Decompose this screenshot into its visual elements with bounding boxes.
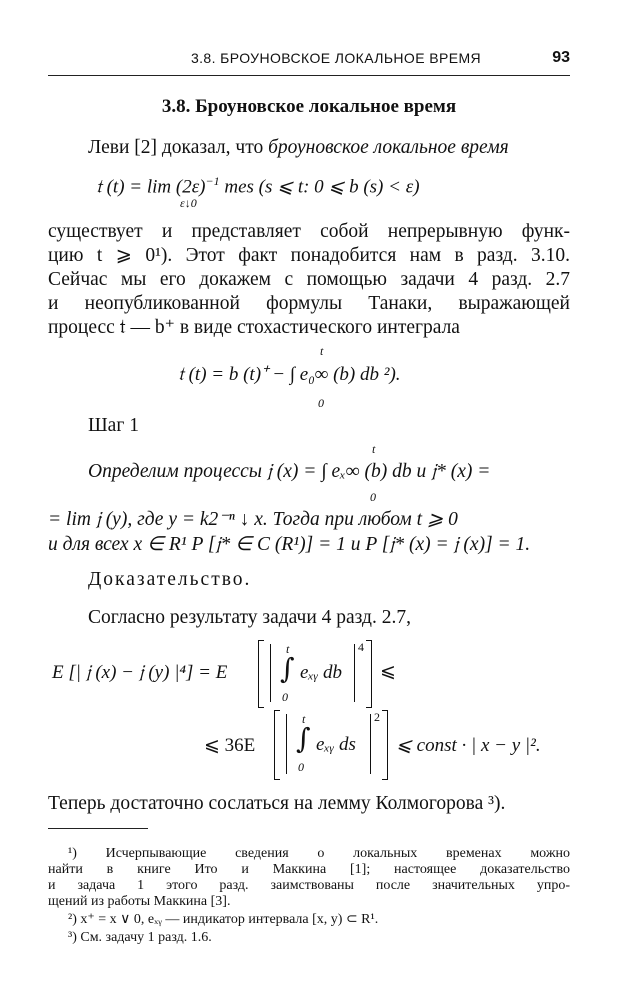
formula1-lhs: 𝔱 (t) = lim (2ε): [96, 176, 206, 198]
formula3-right-bar: [354, 644, 355, 702]
formula1-rhs: mes (s ⩽ t: 0 ⩽ b (s) < ε): [224, 176, 420, 198]
footnote-1-line-1: ¹) Исчерпывающие сведения о локальных временах можно: [68, 846, 570, 861]
paragraph1-line-5: процесс 𝔱 — b⁺ в виде стохастического интеграла: [48, 317, 460, 338]
formula3-integral-sign: ∫: [280, 652, 295, 685]
paragraph1-line-2: цию t ⩾ 0¹). Этот факт понадобится нам в разд. 3.10.: [48, 245, 570, 266]
formula2-lower-limit: 0: [318, 396, 324, 410]
conclusion-line: Теперь достаточно сослаться на лемму Колмогорова ³).: [48, 793, 506, 814]
formula4-lhs: ⩽ 36E: [204, 735, 256, 756]
section-title: 3.8. Броуновское локальное время: [161, 96, 457, 117]
footnote-1-line-4: щений из работы Маккина [3].: [48, 894, 231, 909]
footnote-rule: [48, 828, 148, 829]
formula3-power: 4: [358, 640, 364, 654]
step-heading: Шаг 1: [88, 415, 139, 436]
formula3-left-bar: [270, 644, 271, 702]
formula4-left-bracket: [274, 710, 280, 780]
paragraph1-line-4: и неопубликованной формулы Танаки, выражающей: [48, 293, 570, 314]
proof-label: Доказательство.: [88, 569, 252, 590]
intro-line: [88, 136, 570, 160]
page-number: 93: [552, 49, 570, 66]
paragraph1-line-3: Сейчас мы его докажем с помощью задачи 4 разд. 2.7: [48, 269, 570, 290]
definition-lower-limit: 0: [370, 490, 376, 504]
formula1-limit-subscript: ε↓0: [180, 196, 197, 210]
proof-text: Согласно результату задачи 4 разд. 2.7,: [88, 607, 411, 628]
formula3-left-bracket: [258, 640, 264, 708]
intro-term: броуновское локальное время: [268, 137, 509, 158]
footnote-3: ³) См. задачу 1 разд. 1.6.: [68, 930, 212, 945]
formula3-lhs: E [| 𝔧 (x) − 𝔧 (y) |⁴] = E: [52, 662, 228, 683]
formula3-integrand: eₓᵧ db: [300, 662, 342, 683]
paragraph1-line-1: существует и представляет собой непрерывную функ-: [48, 221, 570, 242]
formula4-upper-limit: t: [302, 712, 306, 726]
formula3-lower-limit: 0: [282, 690, 288, 704]
formula3-upper-limit: t: [286, 642, 290, 656]
footnote-1-line-2: найти в книге Ито и Маккина [1]; настоящее доказательство: [48, 862, 570, 877]
formula4-lower-limit: 0: [298, 760, 304, 774]
formula4-integral-sign: ∫: [296, 722, 311, 755]
formula3-right-bracket: [366, 640, 372, 708]
formula4-rhs: ⩽ const · | x − y |².: [396, 735, 541, 756]
definition-line-2: = lim 𝔧 (y), где y = k2⁻ⁿ ↓ x. Тогда при любом t ⩾ 0: [48, 509, 458, 530]
formula4-right-bar: [370, 714, 371, 774]
formula4-power: 2: [374, 710, 380, 724]
definition-line-3: и для всех x ∈ R¹ P [𝔧* ∈ C (R¹)] = 1 и P [𝔧* (x) = 𝔧 (x)] = 1.: [48, 534, 531, 555]
formula4-right-bracket: [382, 710, 388, 780]
definition-line-1: Определим процессы 𝔧 (x) = ∫ eₓ∞ (b) db и 𝔧* (x) =: [88, 461, 491, 482]
formula3-relation: ⩽: [380, 661, 396, 682]
intro-lead: Леви [2] доказал, что: [88, 137, 264, 158]
formula-local-time-definition: [96, 174, 420, 198]
running-head: 3.8. БРОУНОВСКОЕ ЛОКАЛЬНОЕ ВРЕМЯ: [190, 50, 482, 66]
formula4-integrand: eₓᵧ ds: [316, 734, 356, 755]
header-rule: [48, 75, 570, 76]
formula-tanaka: 𝔱 (t) = b (t)⁺ − ∫ e₀∞ (b) db ²).: [178, 364, 401, 385]
footnote-2: ²) x⁺ = x ∨ 0, eₓᵧ — индикатор интервала [x, y) ⊂ R¹.: [68, 912, 379, 927]
page-header: [48, 50, 570, 72]
definition-upper-limit: t: [372, 442, 376, 456]
formula4-left-bar: [286, 714, 287, 774]
formula2-upper-limit: t: [320, 344, 324, 358]
formula1-exponent: −1: [205, 174, 220, 188]
footnote-1-line-3: и задача 1 этого разд. заимствованы после значительных упро-: [48, 878, 570, 893]
